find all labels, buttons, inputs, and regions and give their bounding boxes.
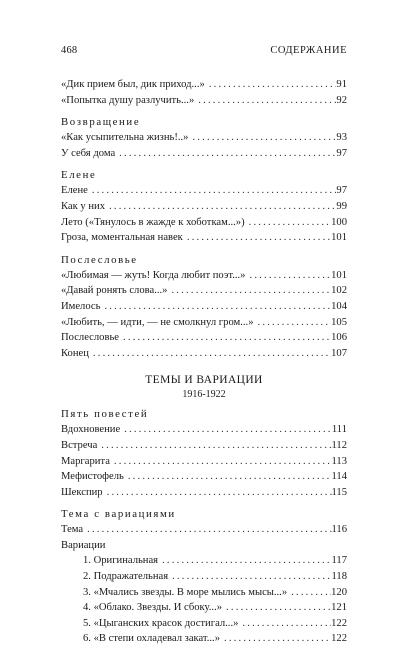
entry-page-number: 106 <box>331 332 347 344</box>
entry-title: Вдохновение <box>61 424 121 436</box>
entry-title: 2. Подражательная <box>83 571 169 583</box>
toc-group <box>61 167 347 245</box>
dot-leader <box>97 438 331 454</box>
entry-title: «Любимая — жуть! Когда любит поэт...» <box>61 269 246 281</box>
entry-page-number: 97 <box>336 147 347 159</box>
entry-title: Мефистофель <box>61 471 124 483</box>
dot-leader <box>222 600 331 616</box>
entry-page-number: 101 <box>331 269 347 281</box>
toc-entry <box>61 199 347 215</box>
toc-entry <box>61 454 347 470</box>
entry-page-number: 115 <box>331 486 347 498</box>
dot-leader <box>83 522 331 538</box>
toc-entry <box>61 93 347 109</box>
part-heading <box>61 373 347 401</box>
dot-leader <box>119 330 331 346</box>
page-number: 468 <box>61 45 78 56</box>
entry-title: Послесловье <box>61 332 119 344</box>
section-heading: Елене <box>61 169 97 182</box>
toc-entry <box>61 346 347 362</box>
toc-entry <box>61 485 347 501</box>
dot-leader <box>188 130 336 146</box>
dot-leader <box>110 454 332 470</box>
entry-page-number: 97 <box>336 185 347 197</box>
entry-title: Конец <box>61 347 89 359</box>
toc-entry <box>61 183 347 199</box>
running-head <box>61 45 347 56</box>
toc-entry <box>61 422 347 438</box>
section-heading: Послесловье <box>61 253 138 266</box>
toc-entry <box>61 469 347 485</box>
dot-leader <box>245 215 332 231</box>
entry-page-number: 118 <box>331 571 347 583</box>
entry-page-number: 120 <box>331 586 347 598</box>
entry-title: Гроза, моментальная навек <box>61 232 183 244</box>
entry-page-number: 93 <box>336 132 347 144</box>
dot-leader <box>88 183 337 199</box>
toc-entry <box>61 215 347 231</box>
dot-leader <box>245 268 331 284</box>
dot-leader <box>238 616 331 632</box>
toc-subentry <box>61 631 347 647</box>
toc-entry <box>61 230 347 246</box>
entry-page-number: 122 <box>331 617 347 629</box>
entry-page-number: 122 <box>331 633 347 645</box>
subsection-label: Вариации <box>61 539 106 551</box>
entry-title: 1. Оригинальная <box>83 555 159 567</box>
entry-title: «Как усыпительна жизнь!..» <box>61 132 189 144</box>
toc-entry <box>61 77 347 93</box>
entry-title: Тема <box>61 524 84 536</box>
entry-page-number: 112 <box>331 439 347 451</box>
entry-page-number: 113 <box>331 455 347 467</box>
section-heading: Возвращение <box>61 116 141 129</box>
entry-title: Встреча <box>61 439 98 451</box>
dot-leader <box>183 230 331 246</box>
entry-page-number: 99 <box>336 200 347 212</box>
entry-page-number: 107 <box>331 347 347 359</box>
toc-entry <box>61 522 347 538</box>
entry-title: «Дик прием был, дик приход...» <box>61 79 205 90</box>
running-head-title: СОДЕРЖАНИЕ <box>270 45 347 56</box>
part-title: ТЕМЫ И ВАРИАЦИИ <box>145 374 263 387</box>
dot-leader <box>158 553 331 569</box>
part-years: 1916-1922 <box>182 389 226 401</box>
entry-page-number: 105 <box>331 316 347 328</box>
toc-subentry <box>61 585 347 601</box>
entry-page-number: 100 <box>331 216 347 228</box>
toc-subentry <box>61 553 347 569</box>
entry-page-number: 91 <box>336 79 347 90</box>
toc-entry <box>61 330 347 346</box>
toc-group <box>61 506 347 647</box>
dot-leader <box>124 469 332 485</box>
entry-title: «Давай ронять слова...» <box>61 285 168 297</box>
entry-title: 6. «В степи охладевал закат...» <box>83 633 221 645</box>
entry-page-number: 121 <box>331 602 347 614</box>
toc-entry <box>61 268 347 284</box>
entry-title: «Любить, — идти, — не смолкнул гром...» <box>61 316 254 328</box>
entry-title: Как у них <box>61 200 106 212</box>
dot-leader <box>103 485 332 501</box>
toc-entry <box>61 438 347 454</box>
entry-title: Маргарита <box>61 455 110 467</box>
entry-title: Елене <box>61 185 88 197</box>
dot-leader <box>287 585 331 601</box>
toc-subentry <box>61 600 347 616</box>
toc-subentry <box>61 616 347 632</box>
section-heading: Пять повестей <box>61 408 149 421</box>
toc-group <box>61 77 347 108</box>
toc-section-part <box>61 406 347 647</box>
toc-group <box>61 406 347 500</box>
toc-entry <box>61 130 347 146</box>
entry-page-number: 116 <box>331 524 347 536</box>
dot-leader <box>120 422 332 438</box>
dot-leader <box>220 631 331 647</box>
section-heading: Тема с вариациями <box>61 508 176 521</box>
dot-leader <box>194 93 336 109</box>
entry-title: «Попытка душу разлучить...» <box>61 94 195 106</box>
dot-leader <box>205 77 337 93</box>
entry-page-number: 117 <box>331 555 347 567</box>
entry-title: Шекспир <box>61 486 103 498</box>
dot-leader <box>254 315 332 331</box>
toc-entry <box>61 146 347 162</box>
entry-title: 4. «Облако. Звезды. И сбоку...» <box>83 602 223 614</box>
entry-page-number: 114 <box>331 471 347 483</box>
dot-leader <box>115 146 336 162</box>
toc-subentry <box>61 569 347 585</box>
entry-title: 3. «Мчались звезды. В море мылись мысы...» <box>83 586 288 598</box>
toc-entry <box>61 299 347 315</box>
toc-entry <box>61 283 347 299</box>
entry-title: 5. «Цыганских красок достигал...» <box>83 617 239 629</box>
dot-leader <box>100 299 331 315</box>
entry-page-number: 102 <box>331 285 347 297</box>
entry-page-number: 92 <box>336 94 347 106</box>
toc-section-top <box>61 77 347 361</box>
dot-leader <box>168 569 331 585</box>
entry-page-number: 104 <box>331 300 347 312</box>
toc-group <box>61 252 347 362</box>
dot-leader <box>167 283 331 299</box>
entry-page-number: 101 <box>331 232 347 244</box>
entry-page-number: 111 <box>331 424 347 436</box>
entry-title: Имелось <box>61 300 101 312</box>
entry-title: Лето («Тянулось в жажде к хоботкам...») <box>61 216 245 228</box>
toc-group <box>61 114 347 161</box>
dot-leader <box>89 346 331 362</box>
entry-title: У себя дома <box>61 147 116 159</box>
dot-leader <box>105 199 336 215</box>
toc-entry <box>61 315 347 331</box>
